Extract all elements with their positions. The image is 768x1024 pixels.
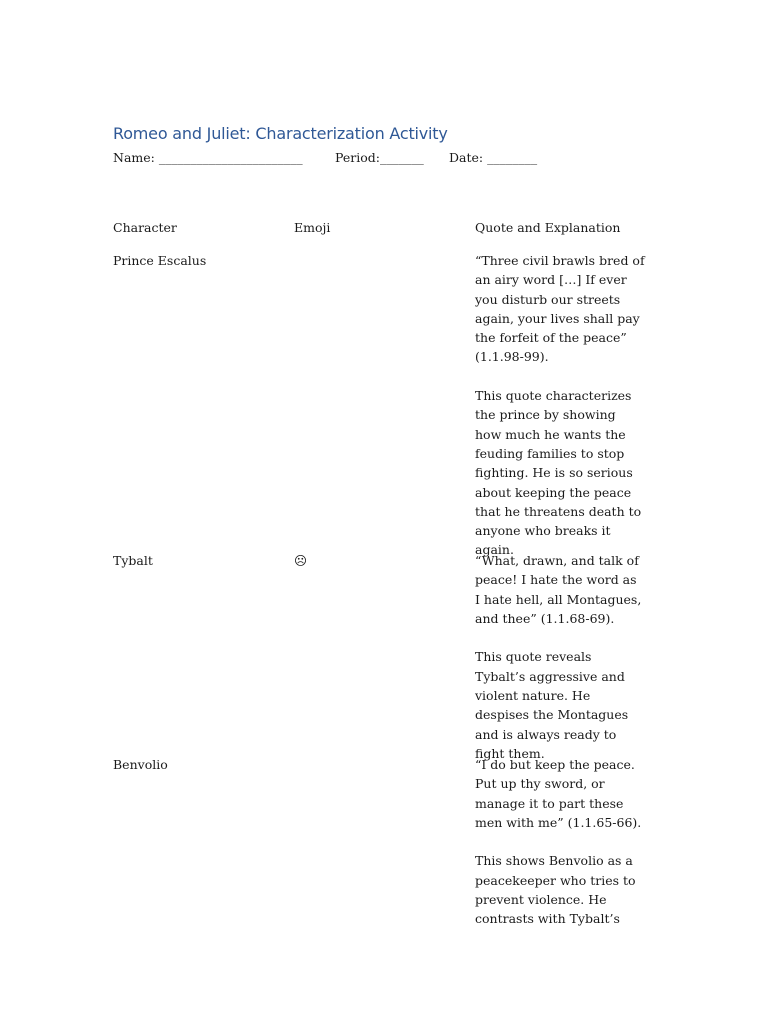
name-field[interactable]: Name: _______________________ (113, 150, 303, 165)
row-quote-cell-tybalt (475, 551, 645, 763)
row-quote-cell-prince-escalus (475, 251, 645, 560)
explanation-text: This shows Benvolio as a peacekeeper who tries to prevent violence. He contrasts with Tybalt’s (475, 853, 636, 927)
quote-text: “I do but keep the peace. Put up thy sword, or manage it to part these men with me” (1.1.65-66). (475, 757, 642, 830)
row-character-tybalt: Tybalt (113, 553, 153, 568)
row-quote-cell-benvolio (475, 755, 645, 929)
document-title: Romeo and Juliet: Characterization Activity (113, 124, 448, 143)
date-field[interactable]: Date: ________ (449, 150, 538, 165)
row-character-prince-escalus: Prince Escalus (113, 253, 207, 268)
column-header-emoji: Emoji (294, 220, 331, 235)
row-character-benvolio: Benvolio (113, 757, 168, 772)
explanation-text: This quote reveals Tybalt’s aggressive and violent nature. He despises the Montagues and is always ready to fight them. (475, 649, 629, 761)
column-header-quote: Quote and Explanation (475, 220, 621, 235)
frowning-face-icon: ☹ (294, 553, 308, 568)
explanation-text: This quote characterizes the prince by showing how much he wants the feuding families to stop fighting. He is so serious about keeping the peace that he threatens death to anyone who breaks it again. (475, 388, 642, 558)
period-field[interactable]: Period:_______ (335, 150, 424, 165)
quote-text: “What, drawn, and talk of peace! I hate the word as I hate hell, all Montagues, and thee” (1.1.68-69). (475, 553, 642, 626)
column-header-character: Character (113, 220, 177, 235)
quote-text: “Three civil brawls bred of an airy word […] If ever you disturb our streets again, your lives shall pay the forfeit of the peace” (1.1.98-99). (475, 253, 645, 365)
